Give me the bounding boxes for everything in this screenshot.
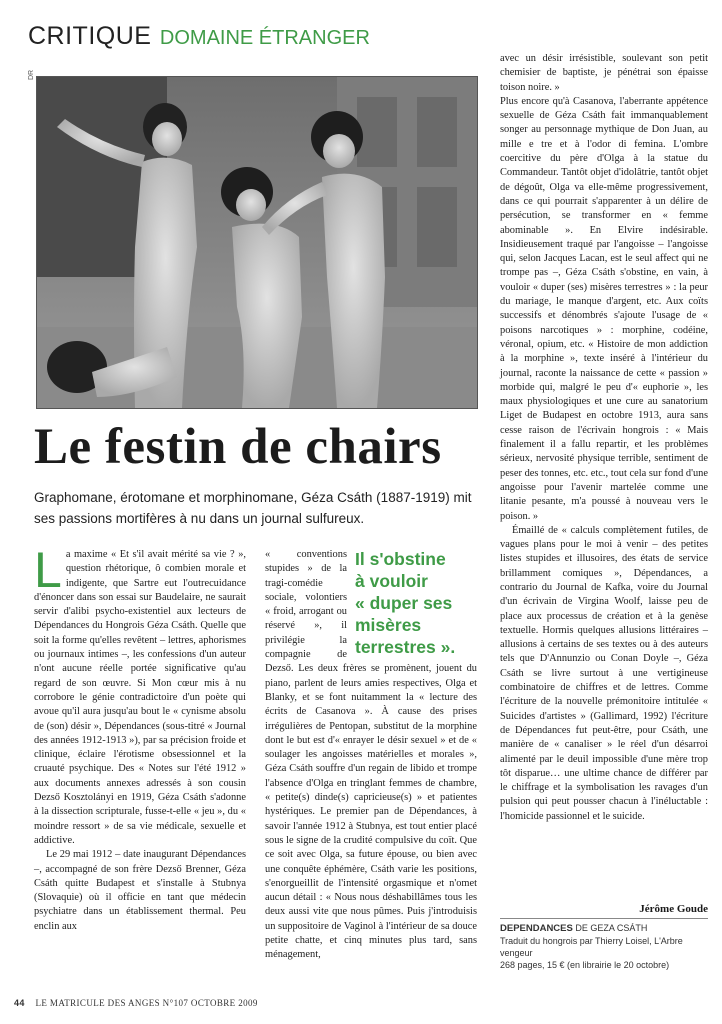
paragraph: avec un désir irrésistible, soulevant son petit chemisier de baptiste, je pénétrai son épaisse toison noire. » — [500, 53, 708, 93]
section-header — [28, 22, 370, 51]
article-photo — [36, 76, 478, 409]
magazine-issue: LE MATRICULE DES ANGES N°107 OCTOBRE 2009 — [35, 998, 258, 1008]
paragraph: Émaillé de « calculs complètement futiles, de vagues plans pour le moi à venir – des petites listes stupides et illusoires, des états de service brillamment comiques », Dépendances, a contrario du Journal de Kafka, voire du Journal d'un écrivain de Virgina Woolf, laisse peu de place aux processus de création et à la genèse textuelle. Hormis quelques allusions littéraires – allusions à certains de ses textes ou à des auteurs tels que D'Annunzio ou Conan Doyle –, Géza Csáth se livre surtout à une vertigineuse combinatoire de chiffres et de lettres. Comme l'écriture de la nouvelle prémonitoire intitulée « Suicides d'artistes » (Gallimard, 1992) l'écriture de Dépendances fut peut-être, pour Csáth, une manière de « canaliser » le réel d'un désarroi alimenté par le deuil impossible d'une mère trop tôt disparue… une ultime chance de différer par le chiffrage et la symbolisation les ravages d'un pulsion qui peut pousser chacun à l'inéluctable : l'homicide passionnel et le suicide. — [500, 524, 708, 822]
book-info — [500, 922, 710, 971]
column-3 — [500, 52, 708, 824]
paragraph: Le 29 mai 1912 – date inaugurant Dépendances –, accompagné de son frère Dezső Brenner, Géza Csáth quitte Budapest et s'installe à Stubnya (Slovaquie) où il officie en tant que médecin psychiatre dans un établissement thermal. Peu enclin aux — [34, 849, 246, 932]
page-footer — [14, 998, 258, 1008]
section-title: CRITIQUE — [28, 22, 152, 50]
photo-credit: DR — [28, 69, 35, 80]
paragraph: Plus encore qu'à Casanova, l'aberrante appétence sexuelle de Géza Csáth fait immanquablement songer au personnage mythique de Don Juan, au mille e tre et à l'odor di femina. L'ombre coercitive du père d'Olga à la statue du Commandeur. Tantôt objet d'idolâtrie, tantôt objet de dégoût, Olga va elle-même progressivement, dans ce qui pourrait s'apparenter à un délire de persécution, se transformer en « femme abominable ». En Elvire indésirable. Insidieusement traqué par l'angoisse – l'angoisse qui, selon Jacques Lacan, est le seul affect qui ne trompe pas –, Géza Csáth s'obstine, en vain, à vouloir « duper (ses) misères terrestres » : la peur du mariage, le manque d'argent, etc. Aux coïts successifs et dénombrés s'ajoute l'usage de « poisons narcotiques » : morphine, codéine, véronal, opium, etc. « Histoire de mon addiction à la morphine », texte inséré à l'intérieur du journal, raconte la naissance de cette « passion » morbide qui, malgré le peu d'« euphorie », les maux physiologiques et une cure au sanatorium Liget de Budapest en octobre 1913, aura sans cesse raison de l'écrivain hongrois : « Mais finalement il a fallu repartir, et les problèmes sérieux, nervosité physique terrible, sentiment de peser des tonnes, etc. etc., tout cela sur fond d'une angoisse pour l'avenir martelée comme une litanie pesante, m'a poussé à nouveau vers le poison. » — [500, 95, 708, 522]
column-1 — [34, 542, 246, 934]
author-signature: Jérôme Goude — [639, 903, 708, 915]
article-title: Le festin de chairs — [34, 419, 442, 475]
page-number: 44 — [14, 998, 25, 1008]
book-author: DE GEZA CSÁTH — [575, 923, 648, 933]
book-translation: Traduit du hongrois par Thierry Loisel, L'Arbre vengeur — [500, 936, 683, 958]
column-2 — [265, 548, 477, 963]
paragraph: « conventions stupides » de la tragi-comédie sociale, volontiers « froid, arrogant ou réservé », il privilégie la compagnie de Dezső. Les deux frères se promènent, jouent du piano, parlent de leurs amies respectives, Olga et Blanky, et se font nuitamment la « lecture des écrits de Casanova ». À cause des prises irrégulières de Pentopan, substitut de la morphine dont le but est d'« enrayer le désir sexuel » et de « soulager les angoisses matérielles et morales », Géza Csáth souffre d'un regain de libido et trompe l'absence d'Olga en tringlant femmes de chambre, « petite(s) dinde(s) capricieuse(s) » et patientes hystériques. Le premier pan de Dépendances, à savoir l'année 1912 à Stubnya, est tout entier placé sous le signe de la crudité compulsive du coït. Que ce soit avec Olga, sa future épouse, ou bien avec une conquête éphémère, Csáth varie les positions, s'enorgueillit de l'intensité orgasmique et n'omet aucun détail : « Nous nous déshabillâmes tous les deux aussi vite que nous pûmes. Puis j'introduisis un suppositoire de Vaginol à l'intérieur de sa douce petite chatte, et cinq minutes plus tard, sans ménagement, — [265, 549, 477, 961]
paragraph: La maxime « Et s'il avait mérité sa vie ? », question rhétorique, ô combien morale et indigente, que Sartre eut l'outrecuidance d'énoncer dans son essai sur Baudelaire, ne saurait servir d'alibi psycho-existentiel aux lecteurs de Dépendances du Hongrois Géza Csáth. Quelle que soit la forme qu'elles revêtent – lettres, aphorismes ou journaux intimes –, les confessions d'un auteur n'ont aucune réelle portée significative qu'au regard de son œuvre. Si Mon cœur mis à nu corrobore le génie contradictoire d'un poète qui avoue qu'il aura jusqu'au bout le « cynisme absolu de (son) désir », Dépendances (sous-titré « Journal des années 1912-1913 »), par sa précision froide et clinique, éclaire l'érotisme obsessionnel et la cruauté psychique. Des « Notes sur l'été 1912 » aux documents annexes adressés à son cousin Dezső Kosztolányi en 1919, Géza Csáth s'adonne à la dissection scripturale, fusse-t-elle « jeu », du « moindre ressort » de sa vie médicale, sexuelle et addictive. — [34, 542, 246, 846]
category-title: DOMAINE ÉTRANGER — [159, 27, 370, 49]
divider — [500, 918, 708, 919]
article-standfirst: Graphomane, érotomane et morphinomane, Géza Csáth (1887-1919) mit ses passions mortifères à nu dans un journal sulfureux. — [34, 490, 472, 526]
book-title: DEPENDANCES — [500, 923, 573, 934]
drop-cap: L — [34, 542, 62, 598]
book-details: 268 pages, 15 € (en librairie le 20 octobre) — [500, 960, 670, 970]
pull-quote: Il s'obstine à vouloir « duper ses misères terrestres ». — [355, 549, 456, 657]
